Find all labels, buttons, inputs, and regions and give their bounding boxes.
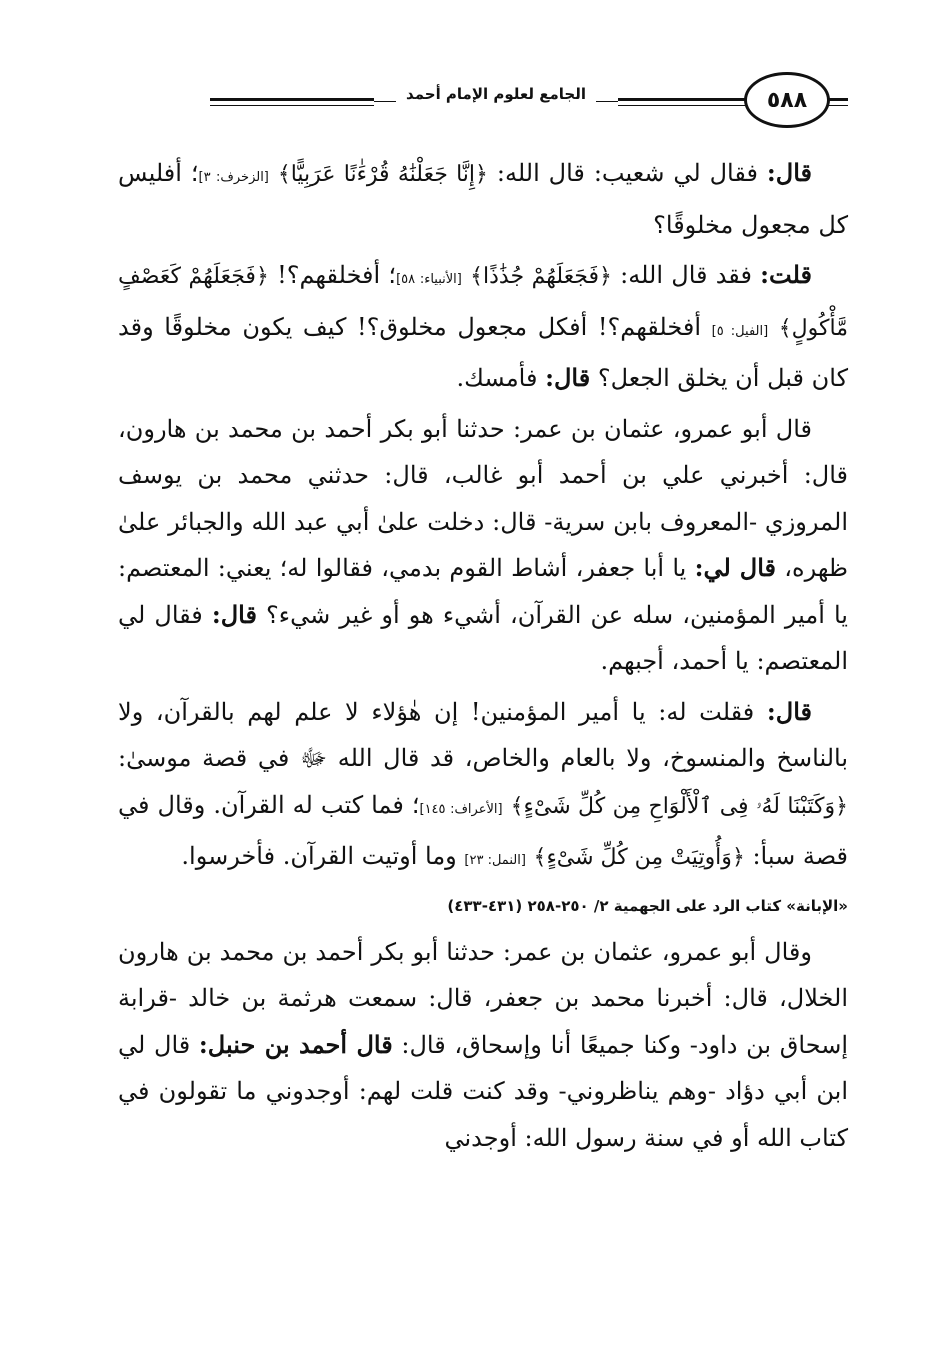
paragraph-3 (118, 406, 848, 685)
quran-open-bracket: ﴿ (475, 162, 488, 187)
header-rule-right (210, 98, 374, 101)
label-qultu: قلت: (760, 260, 812, 289)
text: ؛ أفليس كل مجعول مخلوقًا؟ (118, 159, 848, 239)
page-header (118, 72, 848, 132)
quran-open-bracket: ﴿ (835, 793, 848, 819)
text: وقال أبو عمرو، عثمان بن عمر: حدثنا أبو بكر أحمد بن محمد بن هارون الخلال، قال: أخبرنا محمد بن جعفر، قال: سمعت هرثمة بن خالد -قرابة إسحاق بن داود- وكنا جميعًا أنا وإسحاق، قال: (118, 937, 848, 1059)
label-qal: قال: (211, 599, 257, 629)
verse-reference: [الأنبياء: ٥٨] (396, 272, 462, 287)
source-citation: «الإبانة» كتاب الرد على الجهمية ٢/ ٢٥٠-٢٥٨ (٤٣١-٤٣٣) (447, 896, 848, 915)
quran-verse: وَأُوتِيَتْ مِن كُلِّ شَىْءٍ (546, 845, 732, 870)
paragraph-4 (118, 689, 848, 885)
quran-verse: إِنَّا جَعَلْنَٰهُ قُرْءَٰنًا عَرَبِيًّا (290, 162, 476, 187)
text: أفخلقهم؟! أفكل مجعول مخلوق؟! كيف يكون مخلوقًا وقد كان قبل أن يخلق الجعل؟ (118, 312, 848, 392)
quran-close-bracket: ﴾ (277, 162, 291, 187)
text: فقد قال الله: (620, 261, 752, 289)
verse-reference: [الفيل: ٥] (711, 323, 769, 339)
paragraph-5 (118, 929, 848, 1162)
page-number (744, 72, 830, 128)
quran-verse: فَجَعَلَهُمْ جُذَٰذًا (482, 264, 600, 289)
label-qal: قال: (766, 696, 812, 726)
text: قال لي ابن أبي دؤاد -وهم يناظروني- وقد كنت قلت لهم: أوجدوني ما تقولون في كتاب الله أو في سنة رسول الله: أوجدني (118, 1030, 848, 1152)
quran-verse: فَجَعَلَهُمْ كَعَصْفٍ مَّأْكُولٍ (118, 264, 848, 341)
text: يا أبا جعفر، أشاط القوم بدمي، فقالوا له؛ يعني: المعتصم: يا أمير المؤمنين، سله عن القرآن، أشيء هو أو غير شيء؟ (118, 554, 848, 629)
quran-open-bracket: ﴿ (731, 845, 745, 870)
text: فقال لي شعيب: قال الله: (496, 159, 758, 187)
page-body (118, 150, 848, 1165)
verse-reference: [النمل: ٢٣] (464, 853, 526, 868)
text: وما أوتيت القرآن. فأخرسوا. (181, 842, 457, 870)
text: فقلت له: يا أمير المؤمنين! إن هٰؤلاء لا علم لهم بالقرآن، ولا بالناسخ والمنسوخ، ولا بالعام والخاص، قد قال الله ﷻ في قصة موسىٰ: (118, 697, 848, 772)
text: قال أبو عمرو، عثمان بن عمر: حدثنا أبو بكر أحمد بن محمد بن هارون، قال: أخبرني علي بن أحمد أبو غالب، قال: حدثني محمد بن يوسف المروزي -المعروف بابن سرية- قال: دخلت علىٰ أبي عبد الله والجبائر علىٰ ظهره، (118, 414, 848, 582)
quran-open-bracket: ﴿ (599, 264, 612, 289)
paragraph-1 (118, 150, 848, 248)
running-title: الجامع لعلوم الإمام أحمد (396, 85, 596, 103)
quran-close-bracket: ﴾ (470, 264, 483, 289)
text: فقال لي المعتصم: يا أحمد، أجبهم. (118, 600, 848, 675)
quran-open-bracket: ﴿ (255, 264, 269, 289)
text: فأمسك. (456, 364, 538, 392)
verse-reference: [الأعراف: ١٤٥] (419, 801, 503, 817)
quran-close-bracket: ﴾ (510, 793, 524, 819)
verse-reference: [الزخرف: ٣] (198, 170, 269, 185)
paragraph-2 (118, 252, 848, 402)
header-rule-right-thin (210, 105, 374, 106)
text: ؛ أفخلقهم؟! (277, 261, 397, 289)
label-qal: قال: (545, 363, 591, 392)
page-number-text: ٥٨٨ (766, 87, 808, 113)
text: ؛ فما كتب له القرآن. وقال في قصة سبأ: (118, 790, 848, 870)
label-qal: قال: (766, 158, 812, 187)
quran-close-bracket: ﴾ (533, 845, 547, 870)
quran-verse: وَكَتَبْنَا لَهُۥ فِى ٱلْأَلْوَاحِ مِن كُلِّ شَىْءٍ (523, 793, 836, 819)
label-qal-li: قال لي: (694, 553, 776, 582)
label-qal-ahmad: قال أحمد بن حنبل: (198, 1029, 393, 1059)
quran-close-bracket: ﴾ (778, 315, 792, 341)
